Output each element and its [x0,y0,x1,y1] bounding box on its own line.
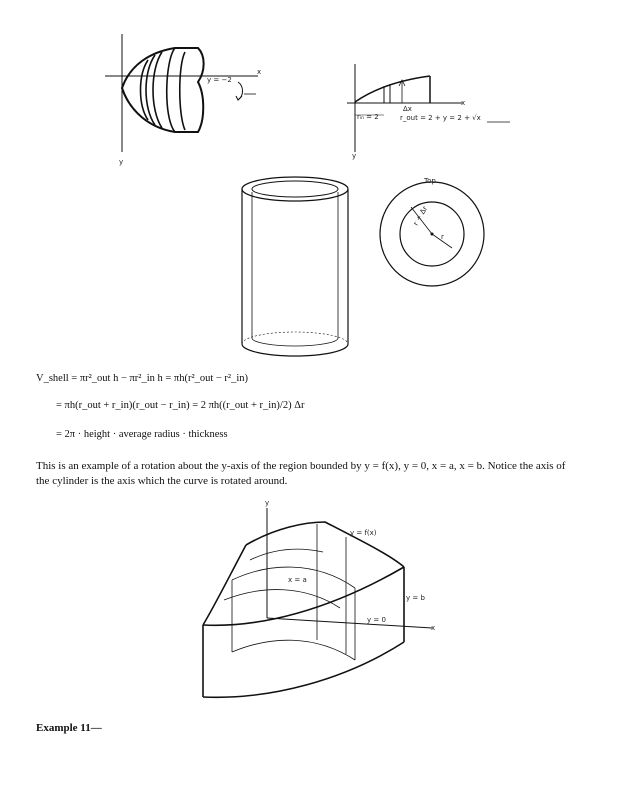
cylinder-figure [242,177,348,356]
top-left-line-label: y = −2 [207,76,232,84]
top-label: Top [424,177,436,185]
top-left-axis-x: x [257,68,262,76]
top-right-axis-x: x [461,99,466,107]
equation-line-1: V_shell = πr²_out h − πr²_in h = πh(r²_out − r²_in) [36,373,248,384]
bottom-axis-y: y [265,499,270,507]
equation-line-2: = πh(r_out + r_in)(r_out − r_in) = 2 πh((r_out + r_in)/2) Δr [56,400,305,411]
y-equals-zero-label: y = 0 [367,616,386,624]
body-paragraph: This is an example of a rotation about the y-axis of the region bounded by y = f(x), y = 0, x = a, x = b. Notice the axis of the cylinder is the axis which the curve is rotated around. [36,460,566,487]
x-equals-b-label: y = b [406,594,425,602]
equation-line-3: = 2π · height · average radius · thickness [56,429,228,440]
top-left-figure [105,34,261,166]
example-heading: Example 11— [36,722,102,734]
r-out-label: r_out = 2 + y = 2 + √x [400,114,481,122]
thickness-label: r + Δr [411,204,430,227]
r-in-label: rᵢₙ = 2 [357,113,379,121]
radius-label: r [441,233,444,241]
curve-label: y = f(x) [350,529,377,537]
bottom-figure [203,499,435,697]
delta-x-label: Δx [403,105,412,113]
x-equals-a-label: x = a [288,576,307,584]
top-left-axis-y: y [119,158,124,166]
bottom-axis-x: x [431,624,436,632]
top-right-axis-y: y [352,152,357,160]
top-view-figure [380,177,484,286]
top-right-figure [347,64,510,160]
